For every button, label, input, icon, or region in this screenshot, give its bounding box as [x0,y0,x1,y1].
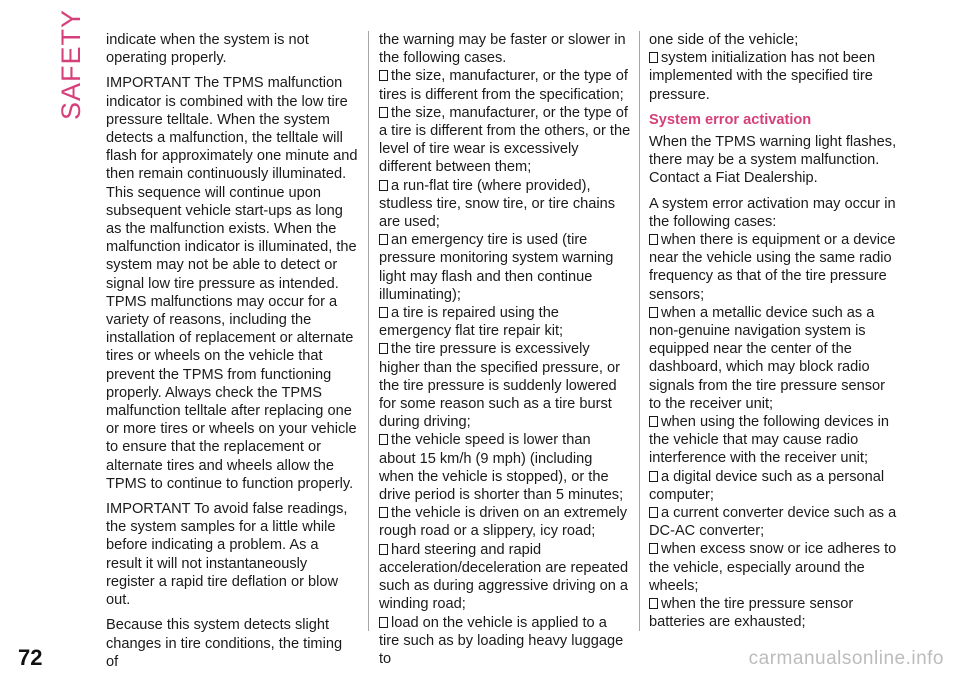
text-column-3 [649,31,899,632]
list-item: the vehicle is driven on an extremely rough road or a slippery, icy road; [379,505,628,540]
list-item: when using the following devices in the vehicle that may cause radio interference with the receiver unit; [649,414,889,467]
list-item: a current converter device such as a DC-AC converter; [649,505,897,540]
column-divider [639,31,640,631]
checkbox-bullet-icon [649,307,658,318]
list-item: system initialization has not been implemented with the specified tire pressure. [649,50,876,103]
list-item: hard steering and rapid acceleration/deceleration are repeated such as during aggressive driving on a winding road; [379,541,629,613]
list-item: when the tire pressure sensor batteries are exhausted; [649,596,854,631]
list-item: a tire is repaired using the emergency flat tire repair kit; [379,305,564,340]
paragraph: IMPORTANT The TPMS malfunction indicator is combined with the low tire pressure telltale. When the system detects a malfunction, the telltale will flash for approximately one minute and then remain continuously illuminated. This sequence will continue upon subsequent vehicle start-ups as long as the malfunction exists. When the malfunction indicator is illuminated, the system may not be able to detect or signal low tire pressure as intended. TPMS malfunctions may occur for a variety of reasons, including the installation of replacement or alternate tires or wheels on the vehicle that prevent the TPMS from functioning properly. Always check the TPMS malfunction telltale after replacing one or more tires or wheels on your vehicle to ensure that the replacement or alternate tires and wheels allow the TPMS to continue to function properly. [106,75,358,492]
checkbox-bullet-icon [379,70,388,81]
checkbox-bullet-icon [379,180,388,191]
checkbox-bullet-icon [379,434,388,445]
paragraph: indicate when the system is not operating properly. [106,32,309,67]
checkbox-bullet-icon [379,617,388,628]
section-heading: System error activation [649,111,812,128]
checkbox-bullet-icon [649,543,658,554]
checkbox-bullet-icon [379,234,388,245]
paragraph: one side of the vehicle; [649,32,799,48]
checkbox-bullet-icon [649,416,658,427]
checkbox-bullet-icon [379,307,388,318]
list-item: the vehicle speed is lower than about 15 km/h (9 mph) (including when the vehicle is stopped), or the drive period is shorter than 5 minutes; [379,432,624,504]
list-item: the size, manufacturer, or the type of tires is different from the specification; [379,68,628,103]
column-divider [368,31,369,631]
page-number: 72 [18,645,43,670]
paragraph: A system error activation may occur in the following cases: [649,195,896,230]
checkbox-bullet-icon [649,507,658,518]
list-item: an emergency tire is used (tire pressure monitoring system warning light may flash and then continue illuminating); [379,232,614,303]
checkbox-bullet-icon [649,234,658,245]
checkbox-bullet-icon [379,507,388,518]
list-item: the tire pressure is excessively higher than the specified pressure, or the tire pressure is suddenly lowered for some reason such as a tire burst during driving; [379,341,620,431]
paragraph: Because this system detects slight changes in tire conditions, the timing of [106,617,343,670]
checkbox-bullet-icon [379,544,388,555]
list-item: a digital device such as a personal computer; [649,468,885,503]
list-item: when there is equipment or a device near the vehicle using the same radio frequency as that of the tire pressure sensors; [649,232,896,303]
list-item: when excess snow or ice adheres to the vehicle, especially around the wheels; [649,541,897,594]
checkbox-bullet-icon [649,52,658,63]
checkbox-bullet-icon [379,343,388,354]
paragraph: IMPORTANT To avoid false readings, the system samples for a little while before indicating a problem. As a result it will not instantaneously register a rapid tire deflation or blow out. [106,501,348,609]
section-label-text: SAFETY [56,8,86,120]
checkbox-bullet-icon [379,107,388,118]
watermark: carmanualsonline.info [748,648,944,669]
paragraph: the warning may be faster or slower in the following cases. [379,32,626,67]
list-item: load on the vehicle is applied to a tire such as by loading heavy luggage to [379,614,624,667]
section-label [52,8,86,138]
checkbox-bullet-icon [649,598,658,609]
list-item: when a metallic device such as a non-genuine navigation system is equipped near the center of the dashboard, which may block radio signals from the tire pressure sensor to the receiver unit; [649,304,886,412]
list-item: the size, manufacturer, or the type of a tire is different from the others, or the level of tire wear is excessively different between them; [379,104,631,176]
text-column-2 [379,31,631,668]
checkbox-bullet-icon [649,471,658,482]
text-column-1 [106,31,358,678]
list-item: a run-flat tire (where provided), studless tire, snow tire, or tire chains are used; [379,177,616,231]
paragraph: When the TPMS warning light flashes, there may be a system malfunction. Contact a Fiat Dealership. [649,134,897,187]
